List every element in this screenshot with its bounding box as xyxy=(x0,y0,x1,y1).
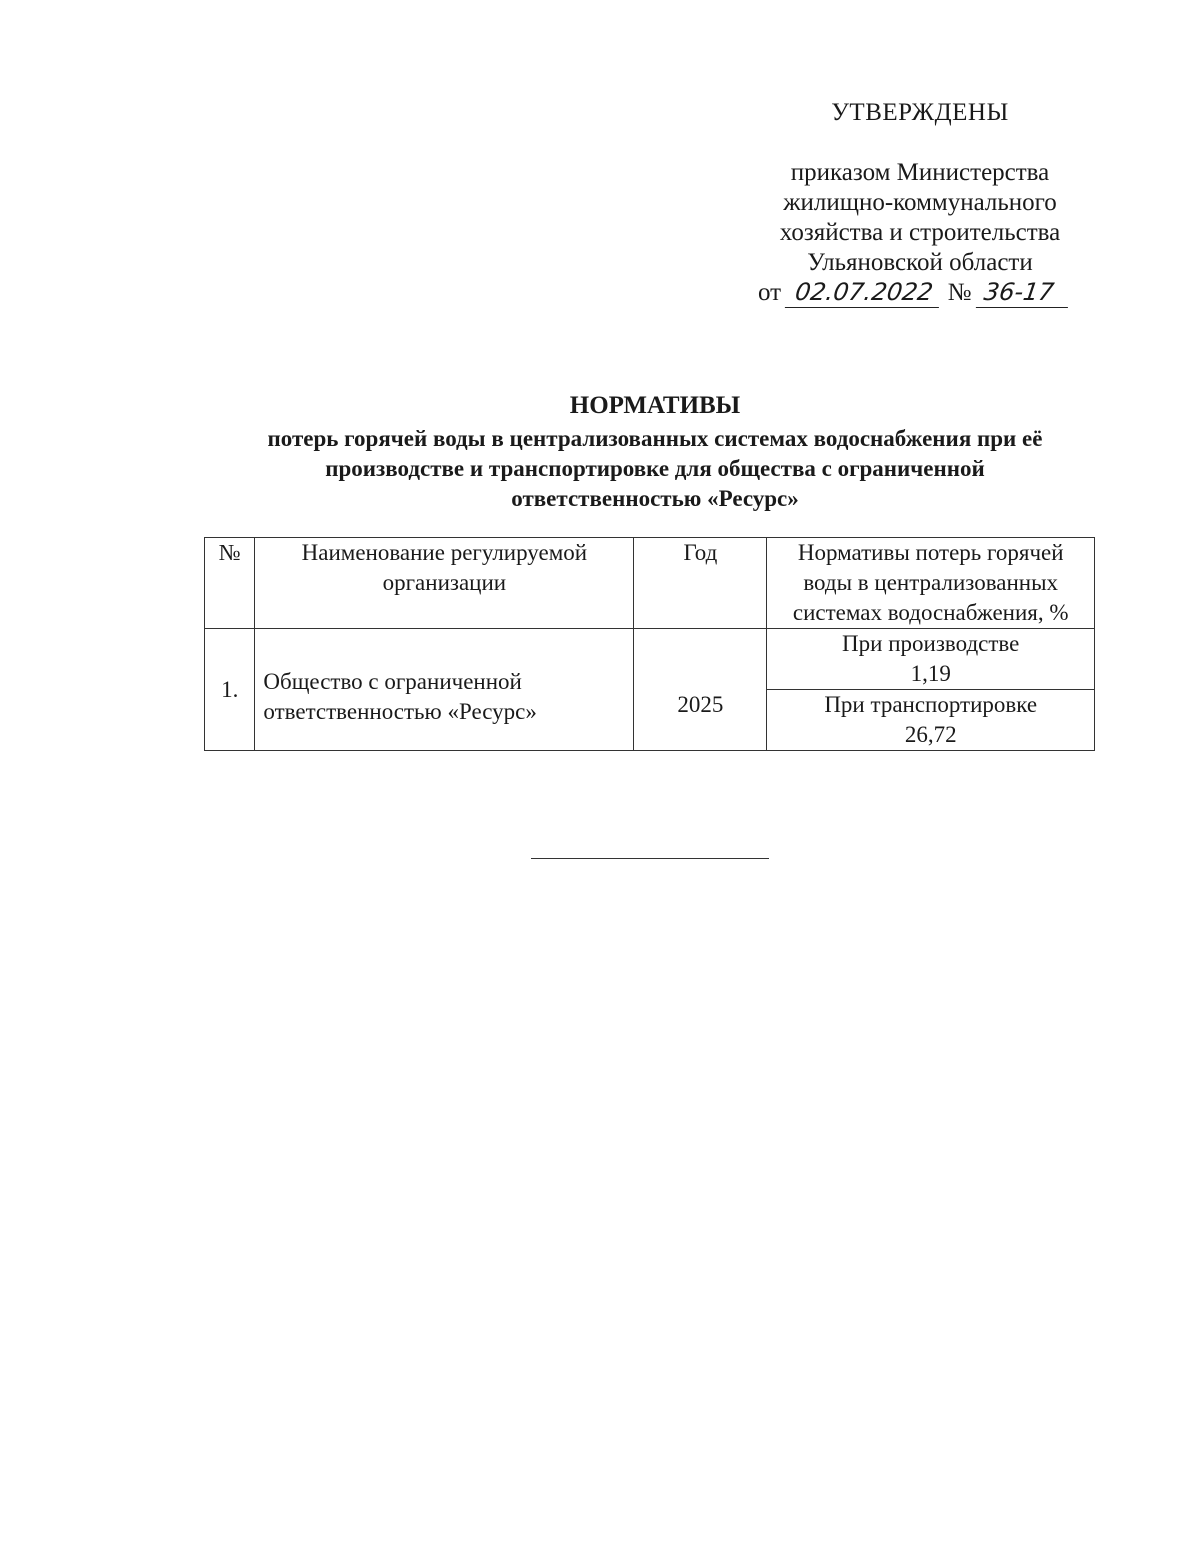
header-norm-line: воды в централизованных xyxy=(803,570,1059,595)
organization-name-line: Общество с ограниченной xyxy=(263,668,522,694)
handwritten-date: 02.07.2022 xyxy=(785,277,943,308)
organization-name xyxy=(255,629,634,751)
organization-name-line: ответственностью «Ресурс» xyxy=(263,698,537,724)
header-no: № xyxy=(205,538,255,629)
approved-heading: УТВЕРЖДЕНЫ xyxy=(831,99,1009,126)
from-label: от xyxy=(758,279,782,306)
header-norm xyxy=(767,538,1095,629)
title-main: НОРМАТИВЫ xyxy=(569,392,741,419)
header-name-line: Наименование регулируемой xyxy=(301,540,588,565)
title-sub-line: производстве и транспортировке для общества с ограниченной xyxy=(325,456,985,481)
approval-line: хозяйства и строительства xyxy=(779,219,1061,246)
transport-value: 26,72 xyxy=(904,722,957,747)
approval-block xyxy=(740,98,1100,278)
production-value: 1,19 xyxy=(910,661,951,686)
approval-line: приказом Министерства xyxy=(790,159,1050,186)
norms-table xyxy=(204,537,1095,751)
order-reference xyxy=(758,277,1070,308)
production-label: При производстве xyxy=(842,631,1020,656)
table-row xyxy=(205,629,1095,690)
title-sub-line: ответственностью «Ресурс» xyxy=(511,486,799,511)
header-year: Год xyxy=(634,538,767,629)
approval-line: Ульяновской области xyxy=(807,249,1033,276)
transport-label: При транспортировке xyxy=(824,692,1038,717)
closing-divider xyxy=(531,858,769,859)
transport-norm-cell xyxy=(767,690,1095,751)
number-label: № xyxy=(947,279,972,306)
document-title xyxy=(200,390,1110,514)
row-number: 1. xyxy=(205,629,255,751)
approval-line: жилищно-коммунального xyxy=(783,189,1057,216)
title-sub-line: потерь горячей воды в централизованных системах водоснабжения при её xyxy=(267,426,1043,451)
handwritten-number: 36-17 xyxy=(976,277,1072,308)
header-name xyxy=(255,538,634,629)
header-norm-line: системах водоснабжения, % xyxy=(792,600,1069,625)
year-cell: 2025 xyxy=(634,629,767,751)
header-norm-line: Нормативы потерь горячей xyxy=(797,540,1064,565)
header-name-line: организации xyxy=(382,570,507,595)
production-norm-cell xyxy=(767,629,1095,690)
table-header-row xyxy=(205,538,1095,629)
